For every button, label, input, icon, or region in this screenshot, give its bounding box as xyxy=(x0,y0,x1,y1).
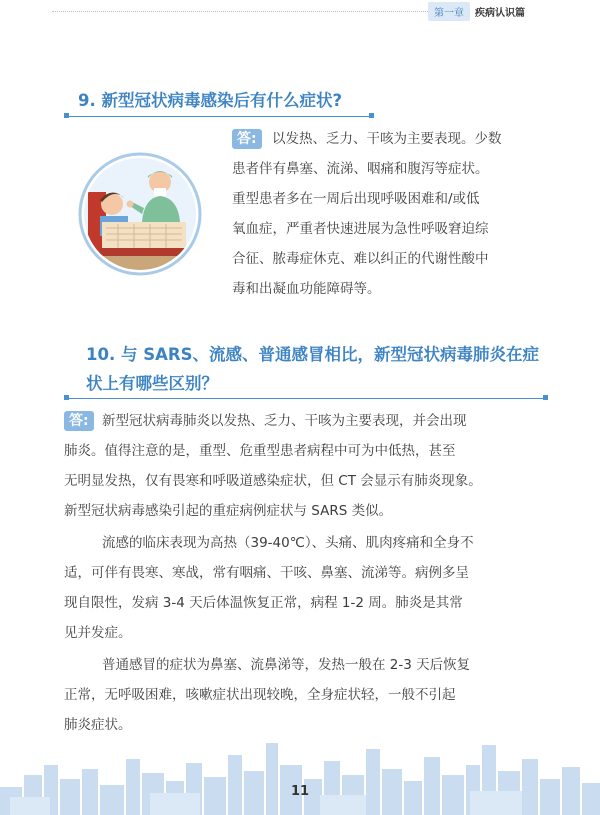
chapter-label: 第一章 xyxy=(428,2,470,21)
question-9-dot-left xyxy=(64,113,69,118)
question-10-underline xyxy=(66,398,544,399)
question-9-dot-right xyxy=(369,113,374,118)
answer-line: 毒和出凝血功能障碍等。 xyxy=(232,281,381,297)
page-number: 11 xyxy=(290,784,310,799)
answer-line: 普通感冒的症状为鼻塞、流鼻涕等，发热一般在 2-3 天后恢复 xyxy=(102,657,471,673)
question-10-dot-right xyxy=(543,395,548,400)
answer-line: 肺炎症状。 xyxy=(64,717,132,733)
doctor-patient-illustration xyxy=(78,152,202,276)
answer-line: 适，可伴有畏寒、寒战，常有咽痛、干咳、鼻塞、流涕等。病例多呈 xyxy=(64,565,469,581)
question-10-title-line-1: 10. 与 SARS、流感、普通感冒相比，新型冠状病毒肺炎在症 xyxy=(86,345,539,364)
answer-line: 肺炎。值得注意的是，重型、危重型患者病程中可为中低热，甚至 xyxy=(64,443,456,459)
answer-line: 现自限性，发病 3-4 天后体温恢复正常，病程 1-2 周。肺炎是其常 xyxy=(64,595,463,611)
section-label: 疾病认识篇 xyxy=(475,8,525,19)
answer-line: 新型冠状病毒肺炎以发热、乏力、干咳为主要表现，并会出现 xyxy=(102,413,467,429)
answer-line: 以发热、乏力、干咳为主要表现。少数 xyxy=(272,131,502,147)
answer-line: 正常，无呼吸困难，咳嗽症状出现较晚，全身症状轻，一般不引起 xyxy=(64,687,456,703)
question-9-underline xyxy=(66,116,370,117)
answer-line: 新型冠状病毒感染引起的重症病例症状与 SARS 类似。 xyxy=(64,503,393,519)
answer-line: 流感的临床表现为高热（39-40℃）、头痛、肌肉疼痛和全身不 xyxy=(102,535,474,551)
city-skyline-decoration xyxy=(0,735,600,815)
answer-line: 无明显发热，仅有畏寒和呼吸道感染症状，但 CT 会显示有肺炎现象。 xyxy=(64,473,482,489)
answer-line: 合征、脓毒症休克、难以纠正的代谢性酸中 xyxy=(232,251,489,267)
question-9-title: 9. 新型冠状病毒感染后有什么症状? xyxy=(78,91,343,110)
answer-line: 氧血症，严重者快速进展为急性呼吸窘迫综 xyxy=(232,221,489,237)
answer-badge: 答: xyxy=(64,411,94,431)
answer-badge: 答: xyxy=(232,129,262,149)
question-10-title-line-2: 状上有哪些区别？ xyxy=(86,374,218,393)
header-dotted-rule xyxy=(52,11,428,12)
chapter-header xyxy=(428,3,525,20)
question-10-dot-left xyxy=(64,395,69,400)
answer-line: 重型患者多在一周后出现呼吸困难和/或低 xyxy=(232,191,480,207)
answer-line: 见并发症。 xyxy=(64,625,132,641)
answer-line: 患者伴有鼻塞、流涕、咽痛和腹泻等症状。 xyxy=(232,161,489,177)
